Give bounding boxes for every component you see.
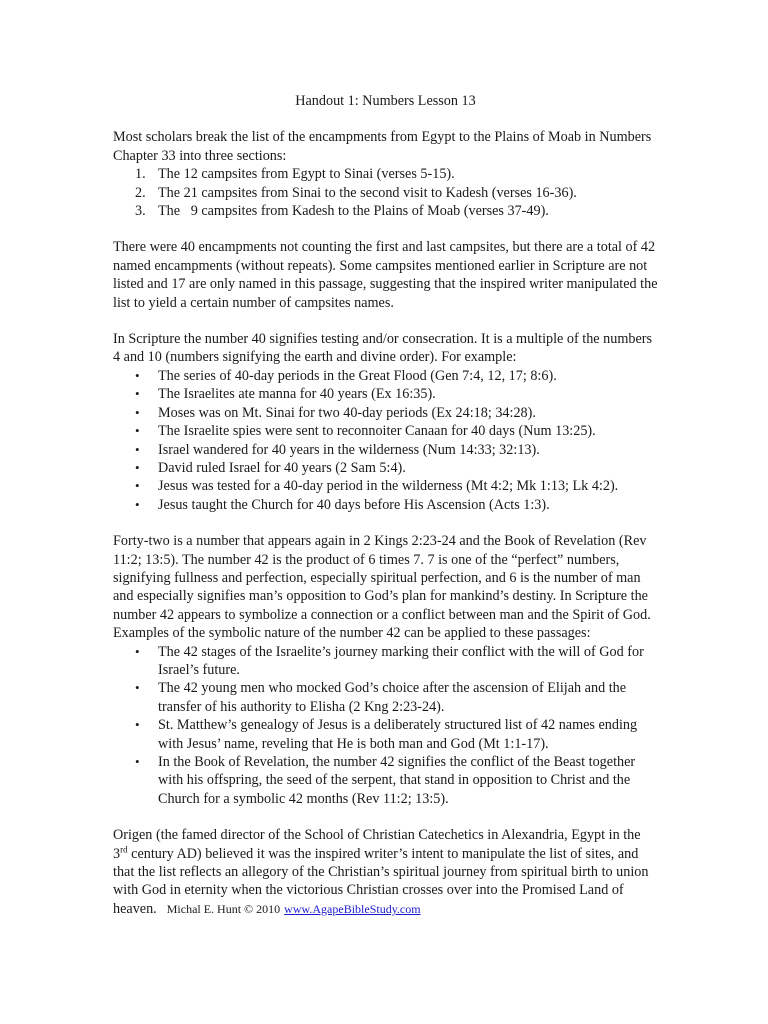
list-item-text: The Israelite spies were sent to reconnoiter Canaan for 40 days (Num 13:25). — [158, 423, 596, 440]
list-item-text: David ruled Israel for 40 years (2 Sam 5:4). — [158, 459, 406, 476]
list-item — [113, 679, 658, 716]
list-item — [113, 496, 658, 514]
list-item-text: The 12 campsites from Egypt to Sinai (verses 5-15). — [158, 166, 455, 183]
bullet-icon: • — [135, 717, 140, 733]
list-item-text: In the Book of Revelation, the number 42 signifies the conflict of the Beast together with his offspring, the seed of the serpent, that stand in opposition to Christ and the Church for a symbolic 42 months (Rev 11:2; 13:5). — [158, 754, 636, 807]
forty-examples-list — [113, 367, 658, 514]
origen-text-end: century AD) believed it was the inspired writer’s intent to manipulate the list of sites, and that the list reflects an allegory of the Christian’s spiritual journey from spiritual birth to union with God in eternity when the victorious Christian crosses over into the Promised Land of heaven. — [113, 845, 649, 917]
list-number: 2. — [135, 184, 146, 201]
bullet-icon: • — [135, 423, 140, 439]
list-item — [113, 477, 658, 495]
origen-text-start: Origen (the famed director of the School of Christian Catechetics in Alexandria, Egypt in the 3 — [113, 827, 641, 862]
list-item-text: The 21 campsites from Sinai to the second visit to Kadesh (verses 16-36). — [158, 184, 577, 201]
bullet-icon: • — [135, 643, 140, 659]
website-link[interactable]: www.AgapeBibleStudy.com — [284, 901, 421, 916]
list-item-text: The 9 campsites from Kadesh to the Plains of Moab (verses 37-49). — [158, 203, 549, 220]
list-number: 1. — [135, 166, 146, 183]
list-item — [113, 459, 658, 477]
list-item-text: Israel wandered for 40 years in the wilderness (Num 14:33; 32:13). — [158, 441, 540, 458]
bullet-icon: • — [135, 459, 140, 475]
list-item-text: The 42 young men who mocked God’s choice after the ascension of Elijah and the transfer of his authority to Elisha (2 Kng 2:23-24). — [158, 680, 627, 715]
list-item-text: Jesus taught the Church for 40 days before His Ascension (Acts 1:3). — [158, 496, 550, 513]
ordinal-superscript: rd — [120, 843, 128, 854]
list-item — [113, 422, 658, 440]
bullet-icon: • — [135, 478, 140, 494]
list-item-text: St. Matthew’s genealogy of Jesus is a deliberately structured list of 42 names ending with Jesus’ name, reveling that He is both man and God (Mt 1:1-17). — [158, 717, 638, 752]
intro-paragraph: Most scholars break the list of the encampments from Egypt to the Plains of Moab in Numbers Chapter 33 into three sections: — [113, 129, 652, 164]
list-item-text: Moses was on Mt. Sinai for two 40-day periods (Ex 24:18; 34:28). — [158, 404, 536, 421]
bullet-icon: • — [135, 441, 140, 457]
bullet-icon: • — [135, 367, 140, 383]
list-item — [113, 404, 658, 422]
list-item — [113, 643, 658, 680]
list-item-text: The Israelites ate manna for 40 years (Ex 16:35). — [158, 386, 436, 403]
bullet-icon: • — [135, 754, 140, 769]
sections-list — [113, 165, 658, 220]
page-title: Handout 1: Numbers Lesson 13 — [295, 93, 476, 109]
bullet-icon: • — [135, 386, 140, 402]
list-item-text: The 42 stages of the Israelite’s journey marking their conflict with the will of God for Israel’s future. — [158, 643, 644, 678]
list-item-text: The series of 40-day periods in the Great Flood (Gen 7:4, 12, 17; 8:6). — [158, 367, 557, 384]
list-item — [113, 441, 658, 459]
list-item — [113, 202, 658, 220]
list-item — [113, 385, 658, 403]
copyright-credit: Michal E. Hunt © 2010 — [166, 901, 281, 916]
forty-two-examples-list — [113, 643, 658, 809]
forty-two-paragraph: Forty-two is a number that appears again in 2 Kings 2:23-24 and the Book of Revelation (Rev 11:2; 13:5). The number 42 is the product of 6 times 7. 7 is one of the “perfect” numbers, signifying fullness and perfection, especially spiritual perfection, and 6 is the number of man and especially signifies man’s opposition to God’s plan for mankind’s destiny. In Scripture the number 42 appears to symbolize a connection or a conflict between man and the Spirit of God. Examples of the symbolic nature of the number 42 can be applied to these passages: — [113, 533, 651, 642]
list-item — [113, 165, 658, 183]
list-item-text: Jesus was tested for a 40-day period in the wilderness (Mt 4:2; Mk 1:13; Lk 4:2). — [158, 478, 619, 495]
forty-paragraph: In Scripture the number 40 signifies testing and/or consecration. It is a multiple of the numbers 4 and 10 (numbers signifying the earth and divine order). For example: — [113, 331, 653, 366]
bullet-icon: • — [135, 404, 140, 420]
origen-paragraph — [113, 826, 658, 918]
list-item — [113, 367, 658, 385]
bullet-icon: • — [135, 680, 140, 696]
list-item — [113, 753, 658, 808]
encampments-paragraph: There were 40 encampments not counting the first and last campsites, but there are a total of 42 named encampments (without repeats). Some campsites mentioned earlier in Scripture are not listed and 17 are only named in this passage, suggesting that the inspired writer manipulated the list to yield a certain number of campsites names. — [113, 239, 658, 311]
list-item — [113, 716, 658, 753]
list-item — [113, 184, 658, 202]
bullet-icon: • — [135, 496, 140, 512]
list-number: 3. — [135, 203, 146, 220]
